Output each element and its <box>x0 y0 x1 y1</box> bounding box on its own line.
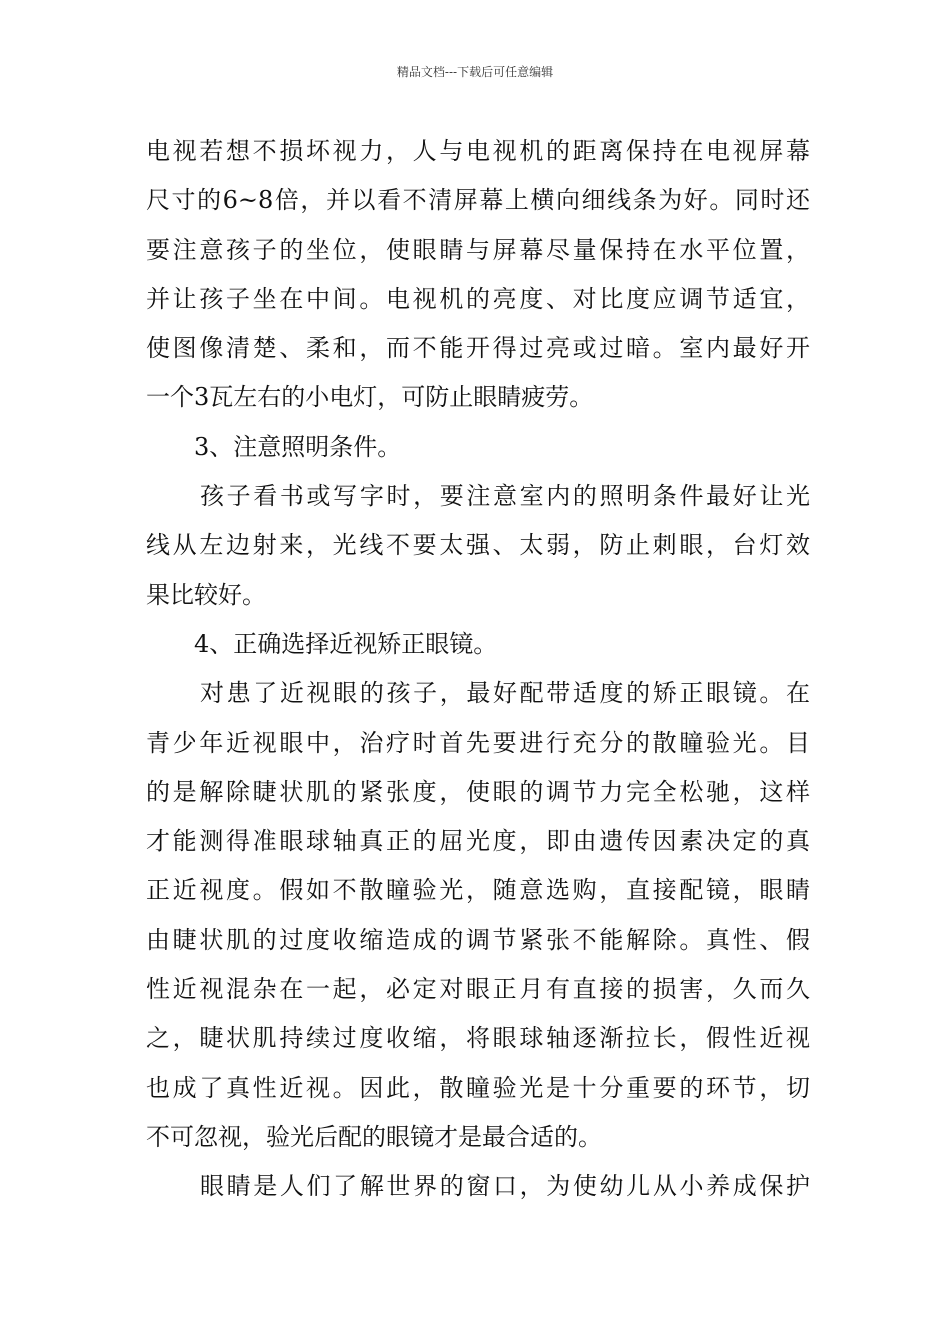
section-heading: 3、注意照明条件。 <box>194 432 402 461</box>
paragraph-line: 之，睫状肌持续过度收缩，将眼球轴逐渐拉长，假性近视 <box>146 1024 810 1053</box>
section-heading: 4、正确选择近视矫正眼镜。 <box>194 629 498 658</box>
paragraph-line: 并让孩子坐在中间。电视机的亮度、对比度应调节适宜， <box>146 284 810 313</box>
paragraph-line: 才能测得准眼球轴真正的屈光度，即由遗传因素决定的真 <box>146 827 810 856</box>
paragraph-line: 要注意孩子的坐位，使眼睛与屏幕尽量保持在水平位置， <box>146 235 810 264</box>
paragraph-line: 一个3瓦左右的小电灯，可防止眼睛疲劳。 <box>146 383 594 412</box>
paragraph-line: 眼睛是人们了解世界的窗口，为使幼儿从小养成保护 <box>200 1172 810 1201</box>
paragraph-line: 线从左边射来，光线不要太强、太弱，防止刺眼，台灯效 <box>146 531 810 560</box>
paragraph-line: 果比较好。 <box>146 580 266 609</box>
paragraph-line: 不可忽视，验光后配的眼镜才是最合适的。 <box>146 1122 602 1151</box>
paragraph-line: 尺寸的6~8倍，并以看不清屏幕上横向细线条为好。同时还 <box>146 186 810 215</box>
paragraph-line: 电视若想不损坏视力，人与电视机的距离保持在电视屏幕 <box>146 137 810 165</box>
paragraph-line: 青少年近视眼中，治疗时首先要进行充分的散瞳验光。目 <box>146 728 810 757</box>
paragraph-line: 孩子看书或写字时，要注意室内的照明条件最好让光 <box>200 482 810 511</box>
paragraph-line: 对患了近视眼的孩子，最好配带适度的矫正眼镜。在 <box>200 679 810 708</box>
paragraph-line: 性近视混杂在一起，必定对眼正月有直接的损害，久而久 <box>146 975 810 1004</box>
paragraph-line: 正近视度。假如不散瞳验光，随意选购，直接配镜，眼睛 <box>146 876 810 905</box>
paragraph-line: 使图像清楚、柔和，而不能开得过亮或过暗。室内最好开 <box>146 334 810 363</box>
paragraph-line: 由睫状肌的过度收缩造成的调节紧张不能解除。真性、假 <box>146 925 810 954</box>
paragraph-line: 也成了真性近视。因此，散瞳验光是十分重要的环节，切 <box>146 1073 810 1102</box>
page-header: 精品文档---下载后可任意编辑 <box>396 65 554 79</box>
body-text <box>146 127 810 1212</box>
paragraph-line: 的是解除睫状肌的紧张度，使眼的调节力完全松驰，这样 <box>146 777 810 806</box>
